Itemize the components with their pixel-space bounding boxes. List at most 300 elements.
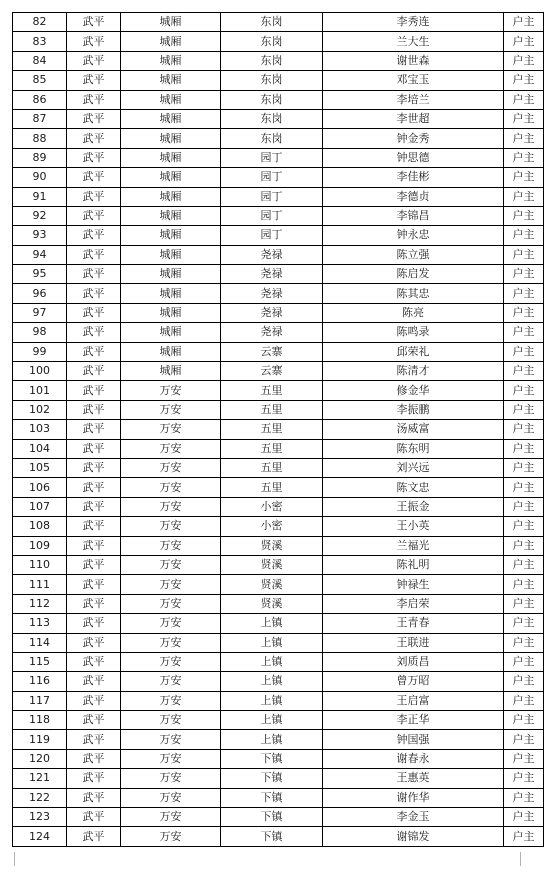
row-number-cell: 102 xyxy=(13,400,67,419)
village-cell: 东岗 xyxy=(221,13,323,32)
village-cell: 小密 xyxy=(221,497,323,516)
row-number-cell: 122 xyxy=(13,788,67,807)
household-roster-table xyxy=(12,12,544,847)
table-row xyxy=(13,13,544,32)
table-row xyxy=(13,187,544,206)
person-name-cell: 谢春永 xyxy=(323,749,504,768)
relation-cell: 户主 xyxy=(504,730,544,749)
relation-cell: 户主 xyxy=(504,32,544,51)
table-row xyxy=(13,362,544,381)
town-cell: 万安 xyxy=(121,808,221,827)
person-name-cell: 李世超 xyxy=(323,109,504,128)
table-row xyxy=(13,439,544,458)
row-number-cell: 98 xyxy=(13,323,67,342)
table-row xyxy=(13,420,544,439)
person-name-cell: 李振鹏 xyxy=(323,400,504,419)
table-row xyxy=(13,245,544,264)
table-row xyxy=(13,458,544,477)
town-cell: 城厢 xyxy=(121,323,221,342)
row-number-cell: 107 xyxy=(13,497,67,516)
village-cell: 贤溪 xyxy=(221,536,323,555)
relation-cell: 户主 xyxy=(504,517,544,536)
county-cell: 武平 xyxy=(67,788,121,807)
county-cell: 武平 xyxy=(67,206,121,225)
table-row xyxy=(13,594,544,613)
person-name-cell: 陈清才 xyxy=(323,362,504,381)
town-cell: 城厢 xyxy=(121,226,221,245)
table-row xyxy=(13,788,544,807)
row-number-cell: 118 xyxy=(13,711,67,730)
town-cell: 万安 xyxy=(121,400,221,419)
person-name-cell: 王青春 xyxy=(323,614,504,633)
person-name-cell: 陈立强 xyxy=(323,245,504,264)
town-cell: 万安 xyxy=(121,381,221,400)
table-row xyxy=(13,71,544,90)
town-cell: 万安 xyxy=(121,788,221,807)
relation-cell: 户主 xyxy=(504,90,544,109)
person-name-cell: 邱荣礼 xyxy=(323,342,504,361)
table-row xyxy=(13,827,544,846)
town-cell: 城厢 xyxy=(121,362,221,381)
table-row xyxy=(13,51,544,70)
person-name-cell: 李正华 xyxy=(323,711,504,730)
village-cell: 上镇 xyxy=(221,633,323,652)
county-cell: 武平 xyxy=(67,672,121,691)
relation-cell: 户主 xyxy=(504,71,544,90)
relation-cell: 户主 xyxy=(504,691,544,710)
relation-cell: 户主 xyxy=(504,614,544,633)
town-cell: 万安 xyxy=(121,652,221,671)
relation-cell: 户主 xyxy=(504,265,544,284)
page-corner-mark-left xyxy=(0,852,15,866)
county-cell: 武平 xyxy=(67,575,121,594)
village-cell: 上镇 xyxy=(221,672,323,691)
village-cell: 云寨 xyxy=(221,342,323,361)
county-cell: 武平 xyxy=(67,691,121,710)
relation-cell: 户主 xyxy=(504,711,544,730)
village-cell: 贤溪 xyxy=(221,555,323,574)
town-cell: 城厢 xyxy=(121,13,221,32)
relation-cell: 户主 xyxy=(504,536,544,555)
county-cell: 武平 xyxy=(67,226,121,245)
village-cell: 园丁 xyxy=(221,168,323,187)
row-number-cell: 99 xyxy=(13,342,67,361)
village-cell: 东岗 xyxy=(221,71,323,90)
relation-cell: 户主 xyxy=(504,400,544,419)
relation-cell: 户主 xyxy=(504,148,544,167)
table-row xyxy=(13,749,544,768)
county-cell: 武平 xyxy=(67,303,121,322)
person-name-cell: 钟国强 xyxy=(323,730,504,749)
table-row xyxy=(13,226,544,245)
relation-cell: 户主 xyxy=(504,226,544,245)
row-number-cell: 113 xyxy=(13,614,67,633)
row-number-cell: 120 xyxy=(13,749,67,768)
village-cell: 五里 xyxy=(221,478,323,497)
row-number-cell: 104 xyxy=(13,439,67,458)
county-cell: 武平 xyxy=(67,148,121,167)
village-cell: 尧禄 xyxy=(221,245,323,264)
relation-cell: 户主 xyxy=(504,439,544,458)
relation-cell: 户主 xyxy=(504,129,544,148)
town-cell: 城厢 xyxy=(121,303,221,322)
town-cell: 万安 xyxy=(121,769,221,788)
row-number-cell: 84 xyxy=(13,51,67,70)
county-cell: 武平 xyxy=(67,652,121,671)
person-name-cell: 刘质昌 xyxy=(323,652,504,671)
row-number-cell: 121 xyxy=(13,769,67,788)
village-cell: 园丁 xyxy=(221,226,323,245)
row-number-cell: 96 xyxy=(13,284,67,303)
county-cell: 武平 xyxy=(67,749,121,768)
person-name-cell: 陈文忠 xyxy=(323,478,504,497)
person-name-cell: 李佳彬 xyxy=(323,168,504,187)
person-name-cell: 李培兰 xyxy=(323,90,504,109)
town-cell: 万安 xyxy=(121,633,221,652)
village-cell: 上镇 xyxy=(221,614,323,633)
town-cell: 万安 xyxy=(121,749,221,768)
town-cell: 城厢 xyxy=(121,51,221,70)
person-name-cell: 李金玉 xyxy=(323,808,504,827)
row-number-cell: 88 xyxy=(13,129,67,148)
person-name-cell: 谢世森 xyxy=(323,51,504,70)
county-cell: 武平 xyxy=(67,284,121,303)
person-name-cell: 钟金秀 xyxy=(323,129,504,148)
row-number-cell: 111 xyxy=(13,575,67,594)
row-number-cell: 112 xyxy=(13,594,67,613)
row-number-cell: 119 xyxy=(13,730,67,749)
village-cell: 下镇 xyxy=(221,769,323,788)
county-cell: 武平 xyxy=(67,32,121,51)
village-cell: 尧禄 xyxy=(221,284,323,303)
person-name-cell: 曾万昭 xyxy=(323,672,504,691)
village-cell: 云寨 xyxy=(221,362,323,381)
town-cell: 城厢 xyxy=(121,129,221,148)
county-cell: 武平 xyxy=(67,245,121,264)
relation-cell: 户主 xyxy=(504,109,544,128)
county-cell: 武平 xyxy=(67,71,121,90)
table-row xyxy=(13,614,544,633)
county-cell: 武平 xyxy=(67,13,121,32)
town-cell: 万安 xyxy=(121,536,221,555)
person-name-cell: 兰大生 xyxy=(323,32,504,51)
town-cell: 万安 xyxy=(121,594,221,613)
table-row xyxy=(13,672,544,691)
relation-cell: 户主 xyxy=(504,555,544,574)
town-cell: 城厢 xyxy=(121,109,221,128)
person-name-cell: 修金华 xyxy=(323,381,504,400)
table-row xyxy=(13,32,544,51)
town-cell: 城厢 xyxy=(121,32,221,51)
county-cell: 武平 xyxy=(67,614,121,633)
village-cell: 东岗 xyxy=(221,32,323,51)
person-name-cell: 李启荣 xyxy=(323,594,504,613)
county-cell: 武平 xyxy=(67,90,121,109)
village-cell: 尧禄 xyxy=(221,323,323,342)
row-number-cell: 105 xyxy=(13,458,67,477)
county-cell: 武平 xyxy=(67,109,121,128)
relation-cell: 户主 xyxy=(504,458,544,477)
town-cell: 城厢 xyxy=(121,265,221,284)
county-cell: 武平 xyxy=(67,517,121,536)
relation-cell: 户主 xyxy=(504,342,544,361)
relation-cell: 户主 xyxy=(504,808,544,827)
town-cell: 万安 xyxy=(121,420,221,439)
relation-cell: 户主 xyxy=(504,168,544,187)
relation-cell: 户主 xyxy=(504,478,544,497)
relation-cell: 户主 xyxy=(504,362,544,381)
row-number-cell: 83 xyxy=(13,32,67,51)
town-cell: 万安 xyxy=(121,672,221,691)
county-cell: 武平 xyxy=(67,381,121,400)
village-cell: 园丁 xyxy=(221,187,323,206)
table-row xyxy=(13,517,544,536)
county-cell: 武平 xyxy=(67,342,121,361)
county-cell: 武平 xyxy=(67,458,121,477)
relation-cell: 户主 xyxy=(504,187,544,206)
person-name-cell: 谢锦发 xyxy=(323,827,504,846)
county-cell: 武平 xyxy=(67,594,121,613)
table-row xyxy=(13,129,544,148)
row-number-cell: 117 xyxy=(13,691,67,710)
village-cell: 园丁 xyxy=(221,206,323,225)
county-cell: 武平 xyxy=(67,536,121,555)
village-cell: 东岗 xyxy=(221,90,323,109)
person-name-cell: 王启富 xyxy=(323,691,504,710)
person-name-cell: 邓宝玉 xyxy=(323,71,504,90)
village-cell: 五里 xyxy=(221,458,323,477)
person-name-cell: 刘兴远 xyxy=(323,458,504,477)
row-number-cell: 82 xyxy=(13,13,67,32)
county-cell: 武平 xyxy=(67,497,121,516)
relation-cell: 户主 xyxy=(504,284,544,303)
table-row xyxy=(13,575,544,594)
county-cell: 武平 xyxy=(67,187,121,206)
relation-cell: 户主 xyxy=(504,497,544,516)
row-number-cell: 101 xyxy=(13,381,67,400)
relation-cell: 户主 xyxy=(504,323,544,342)
village-cell: 东岗 xyxy=(221,129,323,148)
person-name-cell: 陈鸣录 xyxy=(323,323,504,342)
town-cell: 万安 xyxy=(121,555,221,574)
row-number-cell: 106 xyxy=(13,478,67,497)
town-cell: 城厢 xyxy=(121,148,221,167)
row-number-cell: 114 xyxy=(13,633,67,652)
relation-cell: 户主 xyxy=(504,827,544,846)
table-row xyxy=(13,109,544,128)
village-cell: 下镇 xyxy=(221,827,323,846)
table-row xyxy=(13,342,544,361)
county-cell: 武平 xyxy=(67,439,121,458)
person-name-cell: 王小英 xyxy=(323,517,504,536)
table-row xyxy=(13,265,544,284)
row-number-cell: 93 xyxy=(13,226,67,245)
village-cell: 五里 xyxy=(221,400,323,419)
row-number-cell: 89 xyxy=(13,148,67,167)
table-row xyxy=(13,555,544,574)
village-cell: 小密 xyxy=(221,517,323,536)
county-cell: 武平 xyxy=(67,711,121,730)
town-cell: 万安 xyxy=(121,478,221,497)
relation-cell: 户主 xyxy=(504,652,544,671)
person-name-cell: 李秀连 xyxy=(323,13,504,32)
village-cell: 尧禄 xyxy=(221,265,323,284)
table-row xyxy=(13,711,544,730)
table-row xyxy=(13,497,544,516)
table-row xyxy=(13,323,544,342)
county-cell: 武平 xyxy=(67,362,121,381)
relation-cell: 户主 xyxy=(504,749,544,768)
table-row xyxy=(13,730,544,749)
table-row xyxy=(13,90,544,109)
table-row xyxy=(13,652,544,671)
person-name-cell: 王联进 xyxy=(323,633,504,652)
town-cell: 万安 xyxy=(121,575,221,594)
table-row xyxy=(13,633,544,652)
town-cell: 城厢 xyxy=(121,71,221,90)
person-name-cell: 陈亮 xyxy=(323,303,504,322)
town-cell: 万安 xyxy=(121,458,221,477)
village-cell: 上镇 xyxy=(221,691,323,710)
town-cell: 城厢 xyxy=(121,90,221,109)
county-cell: 武平 xyxy=(67,808,121,827)
relation-cell: 户主 xyxy=(504,13,544,32)
table-row xyxy=(13,691,544,710)
town-cell: 城厢 xyxy=(121,168,221,187)
county-cell: 武平 xyxy=(67,168,121,187)
person-name-cell: 钟禄生 xyxy=(323,575,504,594)
person-name-cell: 兰福光 xyxy=(323,536,504,555)
person-name-cell: 陈其忠 xyxy=(323,284,504,303)
town-cell: 万安 xyxy=(121,711,221,730)
town-cell: 万安 xyxy=(121,439,221,458)
village-cell: 五里 xyxy=(221,439,323,458)
village-cell: 上镇 xyxy=(221,730,323,749)
town-cell: 万安 xyxy=(121,614,221,633)
row-number-cell: 116 xyxy=(13,672,67,691)
person-name-cell: 汤威富 xyxy=(323,420,504,439)
row-number-cell: 103 xyxy=(13,420,67,439)
county-cell: 武平 xyxy=(67,420,121,439)
county-cell: 武平 xyxy=(67,129,121,148)
row-number-cell: 85 xyxy=(13,71,67,90)
table-row xyxy=(13,303,544,322)
table-row xyxy=(13,381,544,400)
town-cell: 城厢 xyxy=(121,187,221,206)
person-name-cell: 钟永忠 xyxy=(323,226,504,245)
row-number-cell: 110 xyxy=(13,555,67,574)
village-cell: 上镇 xyxy=(221,652,323,671)
relation-cell: 户主 xyxy=(504,420,544,439)
village-cell: 五里 xyxy=(221,420,323,439)
table-row xyxy=(13,400,544,419)
village-cell: 园丁 xyxy=(221,148,323,167)
row-number-cell: 92 xyxy=(13,206,67,225)
table-row xyxy=(13,769,544,788)
row-number-cell: 115 xyxy=(13,652,67,671)
town-cell: 万安 xyxy=(121,517,221,536)
row-number-cell: 90 xyxy=(13,168,67,187)
person-name-cell: 陈东明 xyxy=(323,439,504,458)
row-number-cell: 123 xyxy=(13,808,67,827)
table-row xyxy=(13,148,544,167)
village-cell: 下镇 xyxy=(221,749,323,768)
county-cell: 武平 xyxy=(67,265,121,284)
person-name-cell: 陈礼明 xyxy=(323,555,504,574)
town-cell: 城厢 xyxy=(121,206,221,225)
person-name-cell: 钟思德 xyxy=(323,148,504,167)
town-cell: 城厢 xyxy=(121,342,221,361)
row-number-cell: 100 xyxy=(13,362,67,381)
relation-cell: 户主 xyxy=(504,769,544,788)
county-cell: 武平 xyxy=(67,478,121,497)
row-number-cell: 86 xyxy=(13,90,67,109)
village-cell: 下镇 xyxy=(221,788,323,807)
county-cell: 武平 xyxy=(67,769,121,788)
table-row xyxy=(13,206,544,225)
relation-cell: 户主 xyxy=(504,575,544,594)
county-cell: 武平 xyxy=(67,633,121,652)
county-cell: 武平 xyxy=(67,555,121,574)
row-number-cell: 108 xyxy=(13,517,67,536)
county-cell: 武平 xyxy=(67,827,121,846)
row-number-cell: 124 xyxy=(13,827,67,846)
person-name-cell: 李锦昌 xyxy=(323,206,504,225)
relation-cell: 户主 xyxy=(504,245,544,264)
relation-cell: 户主 xyxy=(504,381,544,400)
relation-cell: 户主 xyxy=(504,206,544,225)
town-cell: 城厢 xyxy=(121,284,221,303)
village-cell: 贤溪 xyxy=(221,594,323,613)
person-name-cell: 王振金 xyxy=(323,497,504,516)
table-row xyxy=(13,284,544,303)
row-number-cell: 91 xyxy=(13,187,67,206)
village-cell: 上镇 xyxy=(221,711,323,730)
page-corner-mark-right xyxy=(520,852,541,866)
person-name-cell: 陈启发 xyxy=(323,265,504,284)
relation-cell: 户主 xyxy=(504,303,544,322)
town-cell: 万安 xyxy=(121,691,221,710)
county-cell: 武平 xyxy=(67,400,121,419)
relation-cell: 户主 xyxy=(504,633,544,652)
village-cell: 尧禄 xyxy=(221,303,323,322)
village-cell: 贤溪 xyxy=(221,575,323,594)
row-number-cell: 87 xyxy=(13,109,67,128)
village-cell: 五里 xyxy=(221,381,323,400)
relation-cell: 户主 xyxy=(504,672,544,691)
relation-cell: 户主 xyxy=(504,788,544,807)
roster-table-body xyxy=(13,13,544,847)
person-name-cell: 王惠英 xyxy=(323,769,504,788)
village-cell: 下镇 xyxy=(221,808,323,827)
relation-cell: 户主 xyxy=(504,594,544,613)
town-cell: 万安 xyxy=(121,730,221,749)
county-cell: 武平 xyxy=(67,51,121,70)
village-cell: 东岗 xyxy=(221,109,323,128)
relation-cell: 户主 xyxy=(504,51,544,70)
table-row xyxy=(13,168,544,187)
row-number-cell: 97 xyxy=(13,303,67,322)
town-cell: 城厢 xyxy=(121,245,221,264)
table-row xyxy=(13,536,544,555)
table-row xyxy=(13,478,544,497)
village-cell: 东岗 xyxy=(221,51,323,70)
table-row xyxy=(13,808,544,827)
county-cell: 武平 xyxy=(67,323,121,342)
person-name-cell: 李德贞 xyxy=(323,187,504,206)
row-number-cell: 95 xyxy=(13,265,67,284)
person-name-cell: 谢作华 xyxy=(323,788,504,807)
